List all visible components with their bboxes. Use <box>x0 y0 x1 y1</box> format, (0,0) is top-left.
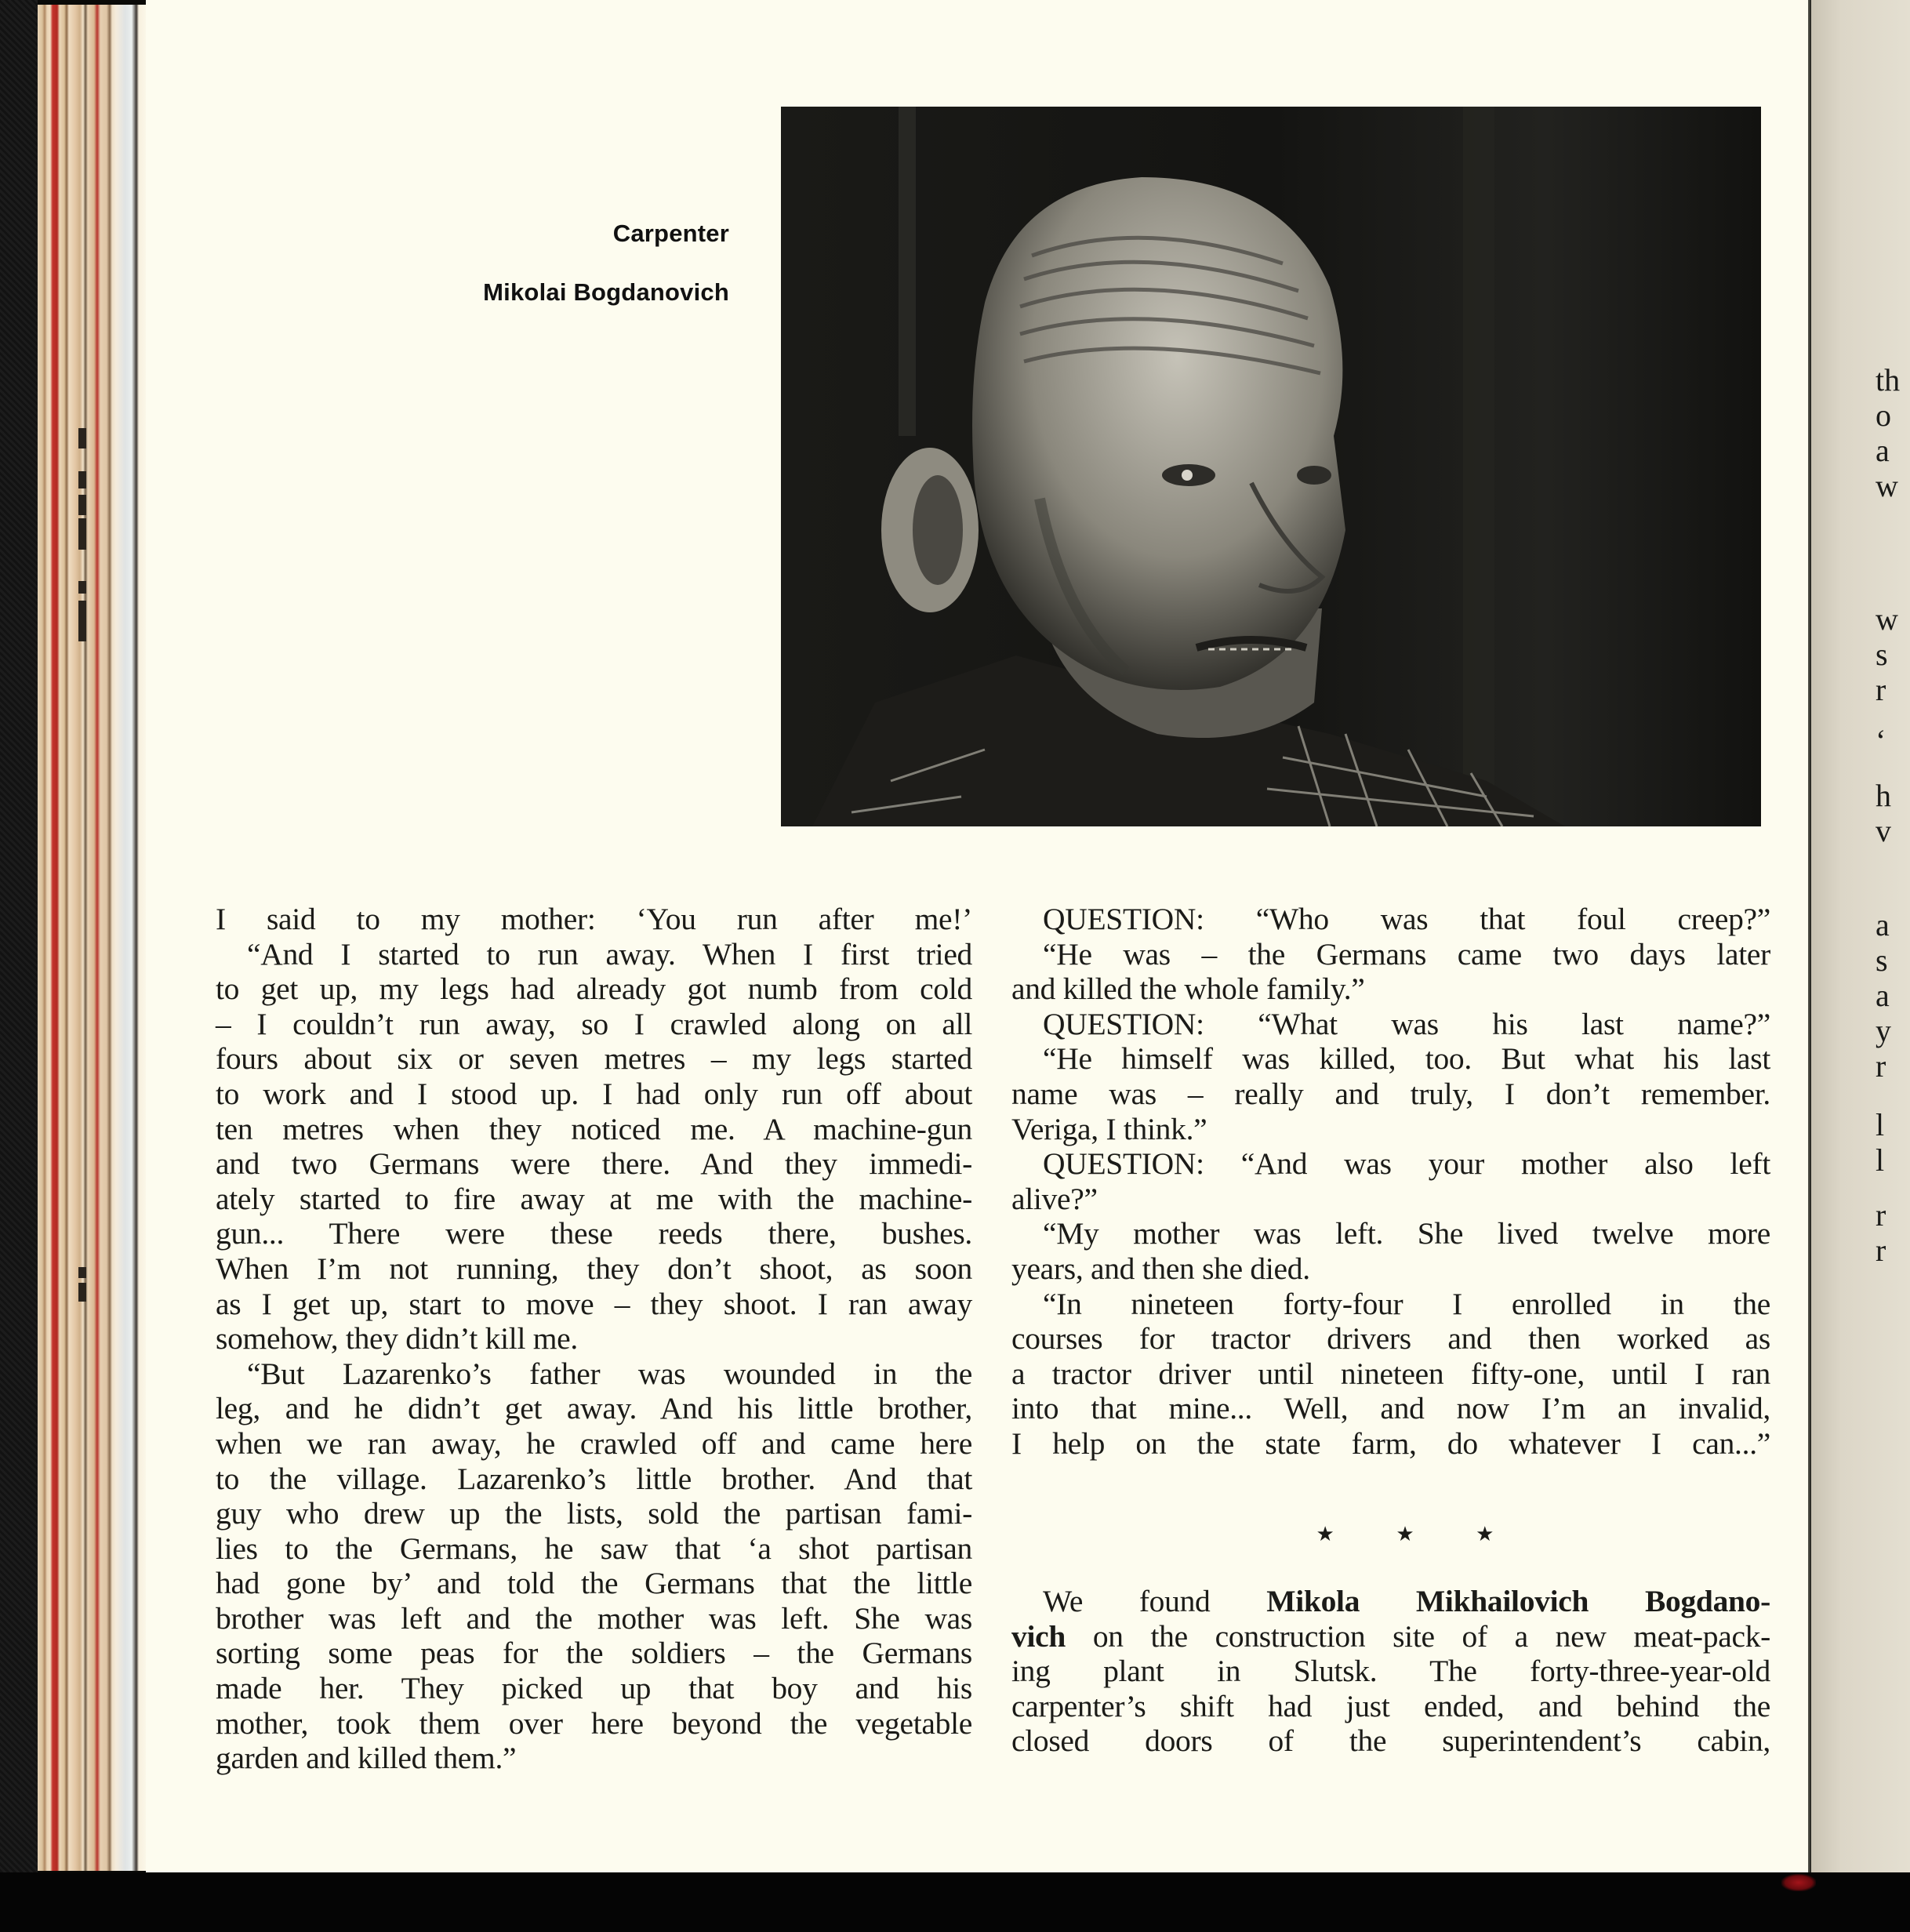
edge-mark <box>78 518 86 550</box>
facing-page-fragment: a <box>1876 433 1890 468</box>
edge-mark <box>78 495 86 515</box>
text-line: as I get up, start to move – they shoot. I ran away <box>216 1286 972 1321</box>
facing-page-fragment: th <box>1876 362 1901 398</box>
facing-page-fragment: w <box>1876 468 1898 503</box>
text-line <box>1011 1619 1770 1654</box>
text-line: fours about six or seven metres – my legs started <box>216 1041 972 1077</box>
facing-page-fragment: y <box>1876 1013 1891 1048</box>
text-line: leg, and he didn’t get away. And his little brother, <box>216 1391 972 1426</box>
right-text-column <box>1011 902 1770 1462</box>
text-line: ten metres when they noticed me. A machine-gun <box>216 1111 972 1146</box>
text-line: “My mother was left. She lived twelve more <box>1043 1216 1770 1251</box>
facing-page-fragment: v <box>1876 813 1891 848</box>
text-line: into that mine... Well, and now I’m an invalid, <box>1011 1391 1770 1426</box>
text-line: lies to the Germans, he saw that ‘a shot partisan <box>216 1531 972 1566</box>
text-line: sorting some peas for the soldiers – the Germans <box>216 1636 972 1671</box>
photo-caption <box>483 221 729 304</box>
text-line: ing plant in Slutsk. The forty-three-year-old <box>1011 1654 1770 1689</box>
edge-mark <box>78 601 86 641</box>
text-line: made her. They picked up that boy and his <box>216 1671 972 1706</box>
text-line <box>1011 1584 1770 1619</box>
text-line: When I’m not running, they don’t shoot, as soon <box>216 1251 972 1286</box>
edge-mark <box>78 581 86 594</box>
edge-mark <box>78 428 86 448</box>
text-line: “But Lazarenko’s father was wounded in the <box>247 1356 972 1391</box>
bookmark-ribbon <box>1781 1874 1816 1891</box>
text-line: I help on the state farm, do whatever I can...” <box>1011 1425 1770 1461</box>
text-line: carpenter’s shift had just ended, and behind the <box>1011 1688 1770 1723</box>
text-line: a tractor driver until nineteen fifty-one, until I ran <box>1011 1356 1770 1391</box>
book-board-bottom <box>0 1872 1910 1932</box>
text-line: QUESTION: “Who was that foul creep?” <box>1043 902 1770 936</box>
facing-page-fragment: l <box>1876 1107 1885 1142</box>
text-line: and two Germans were there. And they immedi- <box>216 1146 972 1182</box>
facing-page-fragment: r <box>1876 1233 1886 1268</box>
text-line: closed doors of the superintendent’s cabin, <box>1011 1723 1770 1759</box>
text-line: when we ran away, he crawled off and came here <box>216 1425 972 1461</box>
text-line: I said to my mother: ‘You run after me!’ <box>216 902 972 936</box>
text-line: garden and killed them.” <box>216 1741 517 1776</box>
text-line: Veriga, I think.” <box>1011 1111 1207 1146</box>
caption-name: Mikolai Bogdanovich <box>483 278 729 306</box>
text-line: brother was left and the mother was left. She was <box>216 1600 972 1636</box>
facing-page-fragment: w <box>1876 601 1898 637</box>
text-line: years, and then she died. <box>1011 1251 1310 1286</box>
facing-page-fragment: r <box>1876 1048 1886 1084</box>
facing-page-fragment: l <box>1876 1142 1885 1178</box>
facing-page-fragment: a <box>1876 907 1890 942</box>
facing-page-fragment: h <box>1876 778 1891 813</box>
text-line: “In nineteen forty-four I enrolled in the <box>1043 1286 1770 1321</box>
text-span: on the construction site of a new meat-pack- <box>1066 1618 1770 1654</box>
facing-page-fragment: s <box>1876 942 1888 978</box>
portrait-photo <box>781 107 1761 826</box>
portrait-illustration <box>781 107 1761 826</box>
book-cover-spine <box>0 0 38 1932</box>
text-line: alive?” <box>1011 1181 1098 1216</box>
text-line: to the village. Lazarenko’s little brother. And that <box>216 1461 972 1496</box>
text-line: – I couldn’t run away, so I crawled along on all <box>216 1006 972 1041</box>
facing-page-fragment: ‘ <box>1876 723 1886 758</box>
facing-page-fragment: r <box>1876 1197 1886 1233</box>
text-line: guy who drew up the lists, sold the partisan fami- <box>216 1496 972 1531</box>
text-line: QUESTION: “What was his last name?” <box>1043 1006 1770 1041</box>
page-edges <box>38 5 146 1871</box>
person-name-bold: vich <box>1011 1618 1066 1654</box>
facing-page-fragment: a <box>1876 978 1890 1013</box>
text-line: to get up, my legs had already got numb from cold <box>216 971 972 1007</box>
section-separator-stars: ★ ★ ★ <box>1316 1523 1523 1545</box>
edge-mark <box>78 1267 86 1278</box>
facing-page-fragment: r <box>1876 672 1886 707</box>
edge-mark <box>78 471 86 488</box>
text-line: “He was – the Germans came two days later <box>1043 936 1770 971</box>
person-name-bold: Mikola Mikhailovich Bogdano- <box>1266 1584 1770 1618</box>
text-span: We found <box>1043 1584 1267 1618</box>
facing-page-fragment: s <box>1876 637 1888 672</box>
text-line: “He himself was killed, too. But what his last <box>1043 1041 1770 1077</box>
facing-page-fragment: o <box>1876 398 1891 433</box>
text-line: “And I started to run away. When I first tried <box>247 936 972 971</box>
left-text-column <box>216 902 972 1776</box>
text-line: and killed the whole family.” <box>1011 971 1365 1007</box>
text-line: mother, took them over here beyond the vegetable <box>216 1705 972 1741</box>
new-section-paragraph <box>1011 1584 1770 1759</box>
text-line: QUESTION: “And was your mother also left <box>1043 1146 1770 1182</box>
text-line: name was – really and truly, I don’t remember. <box>1011 1076 1770 1111</box>
text-line: to work and I stood up. I had only run off about <box>216 1076 972 1111</box>
text-line: had gone by’ and told the Germans that the little <box>216 1566 972 1601</box>
facing-page <box>1811 0 1910 1872</box>
text-line: gun... There were these reeds there, bushes. <box>216 1216 972 1251</box>
text-line: courses for tractor drivers and then worked as <box>1011 1321 1770 1356</box>
text-line: somehow, they didn’t kill me. <box>216 1321 578 1356</box>
text-line: ately started to fire away at me with the machine- <box>216 1181 972 1216</box>
edge-mark <box>78 1283 86 1302</box>
caption-role: Carpenter <box>612 220 729 247</box>
